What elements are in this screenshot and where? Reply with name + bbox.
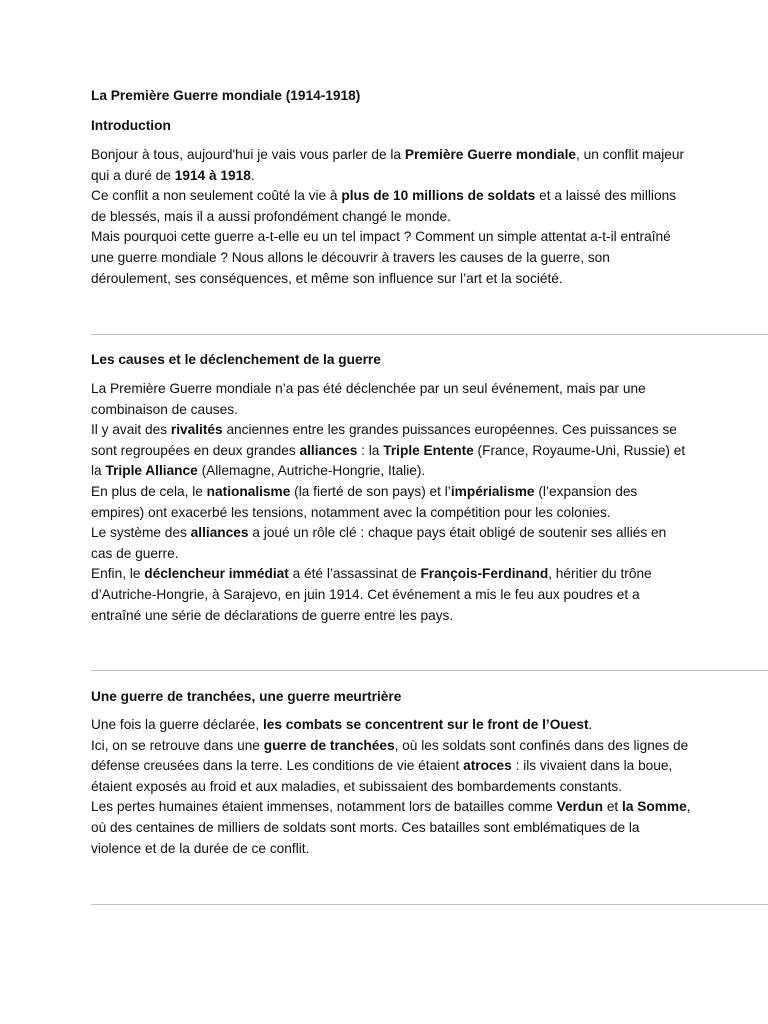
document-title: La Première Guerre mondiale (1914-1918) <box>91 88 361 103</box>
body-text: Enfin, le <box>91 566 145 582</box>
body-text: Mais pourquoi cette guerre a-t-elle eu un tel impact ? Comment un simple attentat a-t-il entraîné une guerre mondiale ? Nous allons le découvrir à travers les causes de la guerre, son déroulement, ses conséquences, et même son influence sur l’art et la société. <box>91 229 671 286</box>
section-heading-causes: Les causes et le déclenchement de la guerre <box>91 352 381 367</box>
bold-text: 1914 à 1918 <box>174 167 251 183</box>
body-text: a été l’assassinat de <box>288 566 421 582</box>
bold-text: rivalités <box>170 422 223 438</box>
section-heading-trenches: Une guerre de tranchées, une guerre meurtrière <box>91 689 402 704</box>
body-text: Il y avait des <box>91 422 171 438</box>
bold-text: la Somme <box>622 799 687 815</box>
body-text: a joué un rôle clé : chaque pays était obligé de soutenir ses alliés en cas de guerre. <box>91 525 667 561</box>
section-paragraph-trenches <box>91 715 691 859</box>
body-text: (France, Royaume-Uni, Russie) et la <box>91 442 686 479</box>
bold-text: alliances <box>190 525 249 541</box>
body-text: , où les soldats sont confinés dans des lignes de défense creusées dans la terre. Les conditions de vie étaient <box>91 737 689 774</box>
body-text: : ils vivaient dans la boue, étaient exposés au froid et aux maladies, et subissaient des bombardements constants. <box>91 758 673 794</box>
bold-text: plus de 10 millions de soldats <box>341 188 536 204</box>
section-heading-introduction: Introduction <box>91 118 171 133</box>
body-text: (la fierté de son pays) et l’ <box>290 483 451 499</box>
body-text: (Allemagne, Autriche-Hongrie, Italie). <box>197 463 426 479</box>
bold-text: déclencheur immédiat <box>144 566 289 582</box>
bold-text: nationalisme <box>206 483 291 499</box>
body-text: (l’expansion des empires) ont exacerbé les tensions, notamment avec la compétition pour les colonies. <box>91 483 638 520</box>
body-text: En plus de cela, le <box>91 483 207 499</box>
bold-text: François-Ferdinand <box>420 566 549 582</box>
body-text: anciennes entre les grandes puissances européennes. Ces puissances se sont regroupées en deux grandes <box>91 422 677 458</box>
body-text: et <box>603 799 623 815</box>
body-text: . <box>588 717 593 732</box>
section-paragraph-causes <box>91 379 691 626</box>
body-text: : la <box>357 442 384 458</box>
bold-text: impérialisme <box>450 483 535 499</box>
body-text: Les pertes humaines étaient immenses, notamment lors de batailles comme <box>91 799 557 815</box>
section-divider <box>91 670 768 671</box>
section-divider <box>91 904 768 905</box>
body-text: Une fois la guerre déclarée, <box>91 717 263 732</box>
bold-text: atroces <box>463 758 512 774</box>
body-text: Le système des <box>91 525 191 541</box>
bold-text: les combats se concentrent sur le front de l’Ouest <box>262 717 589 732</box>
body-text: Ce conflit a non seulement coûté la vie à <box>91 188 342 204</box>
section-divider <box>91 334 768 335</box>
bold-text: guerre de tranchées <box>263 737 395 753</box>
body-text: La Première Guerre mondiale n’a pas été déclenchée par un seul événement, mais par une combinaison de causes. <box>91 381 646 417</box>
body-text: , où des centaines de milliers de soldats sont morts. Ces batailles sont emblématiques de la violence et de la durée de ce conflit. <box>91 799 691 856</box>
bold-text: Triple Alliance <box>105 463 198 479</box>
body-text: et a laissé des millions de blessés, mais il a aussi profondément changé le monde. <box>91 188 677 224</box>
body-text: . <box>250 167 255 183</box>
body-text: Bonjour à tous, aujourd'hui je vais vous parler de la <box>91 147 405 162</box>
bold-text: Triple Entente <box>383 442 474 458</box>
body-text: Ici, on se retrouve dans une <box>91 737 264 753</box>
body-text: , un conflit majeur qui a duré de <box>91 147 685 183</box>
body-text: , héritier du trône d’Autriche-Hongrie, à Sarajevo, en juin 1914. Cet événement a mis le feu aux poudres et a entraîné une série de déclarations de guerre entre les pays. <box>91 566 652 623</box>
bold-text: Verdun <box>556 799 604 815</box>
section-paragraph-introduction <box>91 145 691 289</box>
bold-text: Première Guerre mondiale <box>404 147 576 162</box>
bold-text: alliances <box>299 442 358 458</box>
